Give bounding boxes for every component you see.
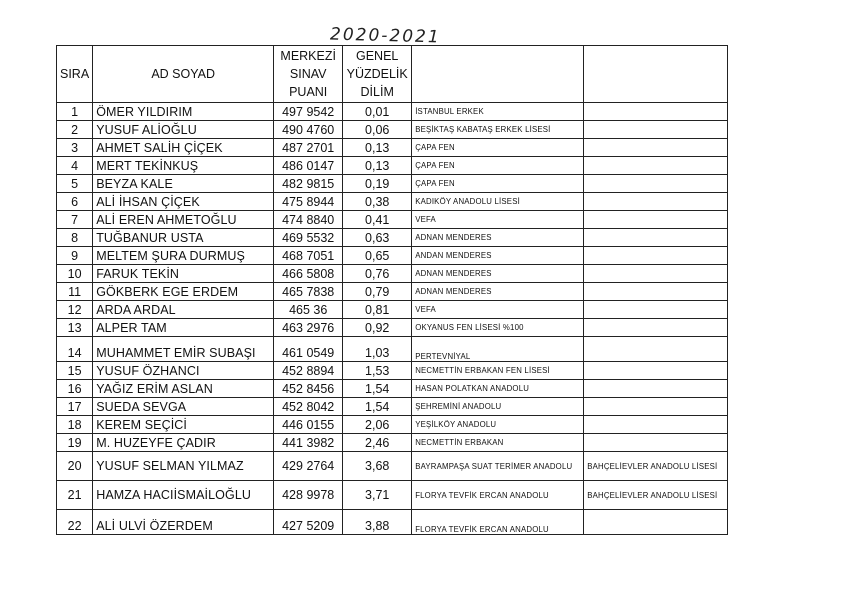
exam-score: 427 5209	[274, 510, 343, 535]
table-row	[57, 139, 728, 157]
header-row	[57, 46, 728, 103]
header-merkezi-line3: PUANI	[289, 85, 328, 99]
header-okul2	[584, 46, 728, 103]
row-number: 11	[57, 283, 93, 301]
school: ÇAPA FEN	[412, 157, 584, 175]
school: ADNAN MENDERES	[412, 265, 584, 283]
header-genel-line1: GENEL	[355, 49, 399, 63]
student-name: FARUK TEKİN	[93, 265, 274, 283]
exam-score: 461 0549	[274, 337, 343, 362]
student-name: MUHAMMET EMİR SUBAŞI	[93, 337, 274, 362]
student-name: KEREM SEÇİCİ	[93, 416, 274, 434]
percentile: 0,19	[343, 175, 412, 193]
school-alt	[584, 229, 728, 247]
row-number: 3	[57, 139, 93, 157]
student-name: HAMZA HACIİSMAİLOĞLU	[93, 481, 274, 510]
row-number: 17	[57, 398, 93, 416]
header-merkezi-line2: SINAV	[289, 67, 327, 81]
header-merkezi-line1: MERKEZİ	[280, 49, 336, 63]
table-row	[57, 452, 728, 481]
exam-score: 486 0147	[274, 157, 343, 175]
exam-score: 482 9815	[274, 175, 343, 193]
student-name: ÖMER YILDIRIM	[93, 103, 274, 121]
school: ŞEHREMİNİ ANADOLU	[412, 398, 584, 416]
row-number: 6	[57, 193, 93, 211]
school: İSTANBUL ERKEK	[412, 103, 584, 121]
school: YEŞİLKÖY ANADOLU	[412, 416, 584, 434]
school-alt	[584, 434, 728, 452]
school: FLORYA TEVFİK ERCAN ANADOLU	[412, 481, 584, 510]
exam-score: 466 5808	[274, 265, 343, 283]
header-ad-soyad: AD SOYAD	[93, 46, 274, 103]
percentile: 0,01	[343, 103, 412, 121]
school: KADIKÖY ANADOLU LİSESİ	[412, 193, 584, 211]
school: ANDAN MENDERES	[412, 247, 584, 265]
table-row	[57, 175, 728, 193]
school-alt	[584, 265, 728, 283]
header-merkezi-sinav-puani	[274, 46, 343, 103]
table-row	[57, 481, 728, 510]
student-name: BEYZA KALE	[93, 175, 274, 193]
exam-score: 469 5532	[274, 229, 343, 247]
row-number: 4	[57, 157, 93, 175]
school-alt: BAHÇELİEVLER ANADOLU LİSESİ	[584, 481, 728, 510]
student-name: M. HUZEYFE ÇADIR	[93, 434, 274, 452]
school: BAYRAMPAŞA SUAT TERİMER ANADOLU	[412, 452, 584, 481]
school: OKYANUS FEN LİSESİ %100	[412, 319, 584, 337]
row-number: 19	[57, 434, 93, 452]
exam-score: 497 9542	[274, 103, 343, 121]
student-name: MELTEM ŞURA DURMUŞ	[93, 247, 274, 265]
exam-score: 465 7838	[274, 283, 343, 301]
student-name: ALİ ULVİ ÖZERDEM	[93, 510, 274, 535]
student-name: TUĞBANUR USTA	[93, 229, 274, 247]
row-number: 20	[57, 452, 93, 481]
table-row	[57, 283, 728, 301]
row-number: 22	[57, 510, 93, 535]
results-body	[57, 103, 728, 535]
percentile: 1,54	[343, 380, 412, 398]
school: ÇAPA FEN	[412, 139, 584, 157]
school: NECMETTİN ERBAKAN	[412, 434, 584, 452]
percentile: 2,06	[343, 416, 412, 434]
school-alt	[584, 139, 728, 157]
table-row	[57, 247, 728, 265]
table-row	[57, 211, 728, 229]
header-genel-line3: DİLİM	[360, 85, 394, 99]
percentile: 0,38	[343, 193, 412, 211]
percentile: 1,54	[343, 398, 412, 416]
table-row	[57, 301, 728, 319]
percentile: 0,06	[343, 121, 412, 139]
school: HASAN POLATKAN ANADOLU	[412, 380, 584, 398]
row-number: 14	[57, 337, 93, 362]
exam-score: 463 2976	[274, 319, 343, 337]
student-name: SUEDA SEVGA	[93, 398, 274, 416]
exam-score: 452 8042	[274, 398, 343, 416]
table-row	[57, 319, 728, 337]
percentile: 0,76	[343, 265, 412, 283]
table-row	[57, 380, 728, 398]
exam-score: 468 7051	[274, 247, 343, 265]
school-alt	[584, 103, 728, 121]
row-number: 1	[57, 103, 93, 121]
percentile: 2,46	[343, 434, 412, 452]
table-row	[57, 398, 728, 416]
percentile: 0,13	[343, 157, 412, 175]
table-row	[57, 416, 728, 434]
school-alt	[584, 211, 728, 229]
exam-score: 441 3982	[274, 434, 343, 452]
school-alt: BAHÇELİEVLER ANADOLU LİSESİ	[584, 452, 728, 481]
percentile: 0,63	[343, 229, 412, 247]
school: ADNAN MENDERES	[412, 229, 584, 247]
percentile: 3,71	[343, 481, 412, 510]
school-alt	[584, 362, 728, 380]
header-genel-yuzdelik-dilim	[343, 46, 412, 103]
school: ADNAN MENDERES	[412, 283, 584, 301]
student-name: YUSUF SELMAN YILMAZ	[93, 452, 274, 481]
percentile: 0,79	[343, 283, 412, 301]
school-alt	[584, 398, 728, 416]
table-row	[57, 265, 728, 283]
percentile: 1,03	[343, 337, 412, 362]
percentile: 0,92	[343, 319, 412, 337]
school-alt	[584, 175, 728, 193]
exam-score: 428 9978	[274, 481, 343, 510]
school: FLORYA TEVFİK ERCAN ANADOLU	[412, 510, 584, 535]
row-number: 21	[57, 481, 93, 510]
exam-score: 429 2764	[274, 452, 343, 481]
exam-score: 490 4760	[274, 121, 343, 139]
row-number: 18	[57, 416, 93, 434]
row-number: 13	[57, 319, 93, 337]
student-name: ALİ EREN AHMETOĞLU	[93, 211, 274, 229]
table-row	[57, 157, 728, 175]
school-alt	[584, 247, 728, 265]
school-alt	[584, 510, 728, 535]
student-name: YUSUF ÖZHANCI	[93, 362, 274, 380]
exam-score: 446 0155	[274, 416, 343, 434]
school-alt	[584, 380, 728, 398]
school-alt	[584, 416, 728, 434]
header-okul	[412, 46, 584, 103]
school-alt	[584, 301, 728, 319]
school-alt	[584, 157, 728, 175]
percentile: 0,81	[343, 301, 412, 319]
exam-score: 465 36	[274, 301, 343, 319]
percentile: 3,88	[343, 510, 412, 535]
row-number: 15	[57, 362, 93, 380]
student-name: MERT TEKİNKUŞ	[93, 157, 274, 175]
table-row	[57, 510, 728, 535]
exam-score: 452 8894	[274, 362, 343, 380]
student-name: ALİ İHSAN ÇİÇEK	[93, 193, 274, 211]
school-alt	[584, 121, 728, 139]
exam-score: 474 8840	[274, 211, 343, 229]
handwritten-year-note: 2020-2021	[329, 24, 441, 48]
exam-score: 452 8456	[274, 380, 343, 398]
row-number: 2	[57, 121, 93, 139]
school-alt	[584, 283, 728, 301]
school-alt	[584, 319, 728, 337]
percentile: 0,65	[343, 247, 412, 265]
percentile: 1,53	[343, 362, 412, 380]
row-number: 9	[57, 247, 93, 265]
row-number: 16	[57, 380, 93, 398]
percentile: 0,41	[343, 211, 412, 229]
student-name: YAĞIZ ERİM ASLAN	[93, 380, 274, 398]
results-table	[56, 45, 728, 535]
exam-score: 475 8944	[274, 193, 343, 211]
header-genel-line2: YÜZDELİK	[346, 67, 408, 81]
exam-score: 487 2701	[274, 139, 343, 157]
percentile: 0,13	[343, 139, 412, 157]
table-row	[57, 193, 728, 211]
table-row	[57, 103, 728, 121]
student-name: GÖKBERK EGE ERDEM	[93, 283, 274, 301]
table-row	[57, 337, 728, 362]
school: PERTEVNİYAL	[412, 337, 584, 362]
header-sira: SIRA	[57, 46, 93, 103]
row-number: 5	[57, 175, 93, 193]
row-number: 8	[57, 229, 93, 247]
row-number: 10	[57, 265, 93, 283]
school-alt	[584, 193, 728, 211]
school: ÇAPA FEN	[412, 175, 584, 193]
percentile: 3,68	[343, 452, 412, 481]
row-number: 12	[57, 301, 93, 319]
school: BEŞİKTAŞ KABATAŞ ERKEK LİSESİ	[412, 121, 584, 139]
table-row	[57, 434, 728, 452]
school: VEFA	[412, 211, 584, 229]
table-row	[57, 362, 728, 380]
student-name: YUSUF ALİOĞLU	[93, 121, 274, 139]
table-row	[57, 121, 728, 139]
row-number: 7	[57, 211, 93, 229]
school: NECMETTİN ERBAKAN FEN LİSESİ	[412, 362, 584, 380]
table-row	[57, 229, 728, 247]
student-name: ARDA ARDAL	[93, 301, 274, 319]
student-name: ALPER TAM	[93, 319, 274, 337]
school-alt	[584, 337, 728, 362]
school: VEFA	[412, 301, 584, 319]
student-name: AHMET SALİH ÇİÇEK	[93, 139, 274, 157]
